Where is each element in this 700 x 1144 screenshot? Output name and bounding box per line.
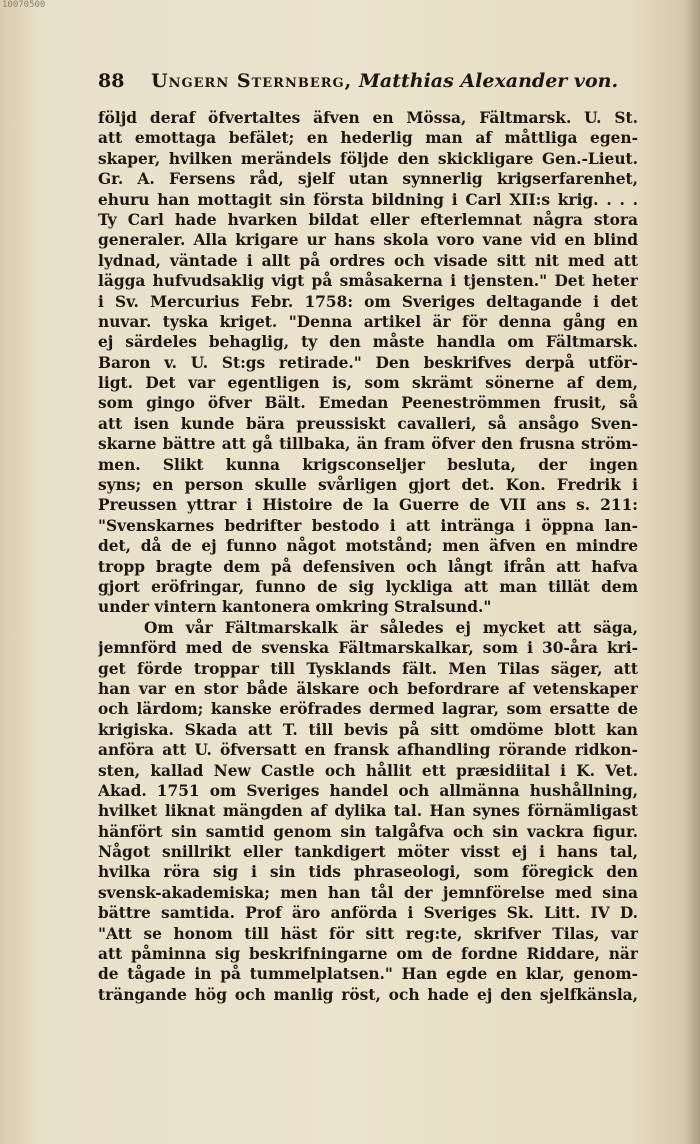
scan-stamp: 10070500 — [2, 0, 46, 10]
text-line: hvilka röra sig i sin tids phraseologi, som föregick den — [98, 863, 638, 882]
text-line: som gingo öfver Bält. Emedan Peeneströmmen frusit, så — [98, 394, 638, 413]
text-line: Akad. 1751 om Sveriges handel och allmänna hushållning, — [98, 781, 638, 800]
running-title: Ungern Sternberg, — [151, 70, 353, 92]
text-line: krigiska. Skada att T. till bevis på sitt omdöme blott kan — [98, 720, 638, 739]
text-line: skaper, hvilken merändels följde den skickligare Gen.-Lieut. — [98, 149, 638, 168]
text-line: i Sv. Mercurius Febr. 1758: om Sveriges deltagande i det — [98, 292, 638, 311]
text-line: "Svenskarnes bedrifter bestodo i att intränga i öppna lan- — [98, 516, 638, 535]
text-line: ligt. Det var egentligen is, som skrämt sönerne af dem, — [98, 374, 638, 393]
text-line: att emottaga befälet; en hederlig man af måttliga egen- — [98, 129, 638, 148]
text-line: trängande hög och manlig röst, och hade ej den sjelfkänsla, — [98, 985, 638, 1004]
page-number: 88 — [98, 70, 125, 92]
text-line: Gr. A. Fersens råd, sjelf utan synnerlig krigserfarenhet, — [98, 170, 638, 189]
text-line: hänfört sin samtid genom sin talgåfva och sin vackra figur. — [98, 822, 638, 841]
body-text — [98, 108, 638, 1005]
text-line: syns; en person skulle svårligen gjort det. Kon. Fredrik i — [98, 476, 638, 495]
text-line: följd deraf öfvertaltes äfven en Mössa, Fältmarsk. U. St. — [98, 109, 638, 127]
text-line: men. Slikt kunna krigsconseljer besluta, der ingen — [98, 455, 638, 474]
text-line: sten, kallad New Castle och hållit ett præsidiital i K. Vet. — [98, 761, 638, 780]
text-line: Om vår Fältmarskalk är således ej mycket att säga, — [144, 618, 638, 637]
text-line: ehuru han mottagit sin första bildning i Carl XII:s krig. . . . — [98, 190, 638, 209]
text-line: att isen kunde bära preussiskt cavalleri, så ansågo Sven- — [98, 414, 638, 433]
text-line: Ty Carl hade hvarken bildat eller efterlemnat några stora — [98, 210, 638, 229]
text-line: hvilket liknat mängden af dylika tal. Han synes förnämligast — [98, 802, 638, 821]
text-line: han var en stor både älskare och befordrare af vetenskaper — [98, 679, 638, 698]
text-line: under vintern kantonera omkring Stralsund." — [98, 598, 492, 617]
text-line: att påminna sig beskrifningarne om de fordne Riddare, när — [98, 945, 638, 964]
text-line: jemnförd med de svenska Fältmarskalkar, som i 30-åra kri- — [98, 639, 638, 658]
text-line: "Att se honom till häst för sitt reg:te, skrifver Tilas, var — [98, 924, 638, 943]
text-line: och lärdom; kanske eröfrades dermed lagrar, som ersatte de — [98, 700, 638, 719]
text-line: Baron v. U. St:gs retirade." Den beskrifves derpå utför- — [98, 353, 638, 372]
text-line: det, då de ej funno något motstånd; men äfven en mindre — [98, 537, 638, 556]
text-line: nuvar. tyska kriget. "Denna artikel är för denna gång en — [98, 312, 638, 331]
running-title-italic: Matthias Alexander von. — [358, 70, 619, 92]
text-line: bättre samtida. Prof äro anförda i Sveriges Sk. Litt. IV D. — [98, 904, 638, 923]
text-line: Något snillrikt eller tankdigert möter visst ej i hans tal, — [98, 843, 638, 862]
running-header — [98, 70, 618, 92]
text-line: Preussen yttrar i Histoire de la Guerre de VII ans s. 211: — [98, 496, 638, 515]
text-line: svensk-akademiska; men han tål der jemnförelse med sina — [98, 883, 638, 902]
text-line: tropp bragte dem på defensiven och långt ifrån att hafva — [98, 557, 638, 576]
text-line: lägga hufvudsaklig vigt på småsakerna i tjensten." Det heter — [98, 272, 638, 291]
text-line: get förde troppar till Tysklands fält. Men Tilas säger, att — [98, 659, 638, 678]
text-line: lydnad, väntade i allt på ordres och visade sitt nit med att — [98, 251, 638, 270]
text-line: skarne bättre att gå tillbaka, än fram öfver den frusna ström- — [98, 435, 638, 454]
text-line: ej särdeles behaglig, ty den måste handla om Fältmarsk. — [98, 333, 638, 352]
text-line: generaler. Alla krigare ur hans skola voro vane vid en blind — [98, 231, 638, 250]
text-line: de tågade in på tummelplatsen." Han egde en klar, genom- — [98, 965, 638, 984]
text-line: gjort eröfringar, funno de sig lyckliga att man tillät dem — [98, 577, 638, 596]
page-edge-shadow — [684, 0, 700, 1144]
text-line: anföra att U. öfversatt en fransk afhandling rörande ridkon- — [98, 741, 638, 760]
